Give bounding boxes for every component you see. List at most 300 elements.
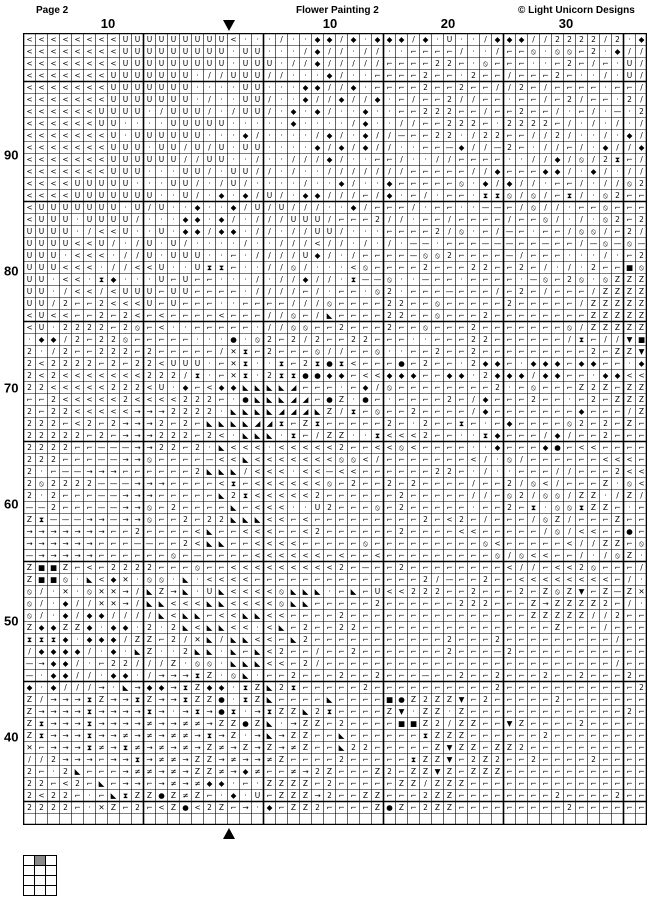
grid-symbol: · xyxy=(544,503,547,512)
grid-symbol: ⌐ xyxy=(314,755,321,764)
grid-symbol: · xyxy=(172,575,175,584)
grid-symbol: ◣ xyxy=(206,635,213,644)
grid-symbol: · xyxy=(28,335,31,344)
grid-symbol: ⌐ xyxy=(518,431,525,440)
grid-symbol: < xyxy=(74,371,81,380)
grid-symbol: ⌐ xyxy=(506,695,513,704)
grid-symbol: ≠ xyxy=(194,779,201,788)
grid-symbol: · xyxy=(280,179,283,188)
grid-symbol: ◆ xyxy=(266,803,273,812)
grid-symbol: ⌐ xyxy=(530,659,537,668)
grid-symbol: 2 xyxy=(387,287,392,296)
grid-symbol: 2 xyxy=(63,359,68,368)
grid-symbol: 2 xyxy=(627,95,632,104)
grid-symbol: 2 xyxy=(207,395,212,404)
grid-symbol: < xyxy=(62,263,69,272)
grid-symbol: ⌐ xyxy=(554,779,561,788)
grid-symbol: < xyxy=(206,575,213,584)
grid-symbol: → xyxy=(86,551,93,560)
grid-symbol: / xyxy=(640,131,643,140)
grid-symbol: 2 xyxy=(435,227,440,236)
grid-symbol: Z xyxy=(146,647,153,656)
grid-symbol: ⌐ xyxy=(494,491,501,500)
grid-symbol: ⌐ xyxy=(602,263,609,272)
grid-symbol: — xyxy=(421,275,430,284)
grid-symbol: 2 xyxy=(543,119,548,128)
grid-symbol: U xyxy=(98,191,105,200)
grid-symbol: ⌐ xyxy=(302,347,309,356)
grid-symbol: ⌐ xyxy=(398,203,405,212)
grid-symbol: ⌐ xyxy=(446,299,453,308)
grid-symbol: Z xyxy=(434,803,441,812)
grid-symbol: → xyxy=(38,551,45,560)
grid-symbol: ⌐ xyxy=(326,323,333,332)
grid-symbol: / xyxy=(556,215,559,224)
grid-symbol: < xyxy=(470,527,477,536)
grid-symbol: · xyxy=(268,143,271,152)
grid-symbol: → xyxy=(134,443,141,452)
grid-symbol: / xyxy=(544,431,547,440)
grid-symbol: Z xyxy=(194,695,201,704)
grid-symbol: · xyxy=(208,215,211,224)
grid-symbol: ⌐ xyxy=(50,779,57,788)
grid-symbol: ⌐ xyxy=(398,95,405,104)
grid-symbol: ⌐ xyxy=(374,707,381,716)
grid-symbol: / xyxy=(496,83,499,92)
grid-symbol: · xyxy=(160,623,163,632)
grid-symbol: ⌐ xyxy=(470,647,477,656)
grid-symbol: ✕ xyxy=(122,575,129,584)
grid-symbol: — xyxy=(589,239,598,248)
grid-symbol: ⌐ xyxy=(398,623,405,632)
grid-symbol: ⌐ xyxy=(410,227,417,236)
grid-symbol: · xyxy=(280,47,283,56)
grid-symbol: ⌐ xyxy=(590,587,597,596)
grid-symbol: → xyxy=(146,407,153,416)
grid-symbol: ⌐ xyxy=(638,443,645,452)
grid-symbol: ✕ xyxy=(230,359,237,368)
grid-symbol: ⌐ xyxy=(518,383,525,392)
grid-symbol: ⌐ xyxy=(434,563,441,572)
grid-symbol: · xyxy=(232,95,235,104)
grid-symbol: ⌐ xyxy=(506,575,513,584)
grid-symbol: ⌐ xyxy=(338,299,345,308)
grid-symbol: / xyxy=(268,71,271,80)
grid-symbol: ⌐ xyxy=(422,479,429,488)
grid-symbol: U xyxy=(26,299,33,308)
grid-symbol: < xyxy=(302,551,309,560)
grid-symbol: 2 xyxy=(471,359,476,368)
grid-symbol: — xyxy=(493,647,502,656)
grid-symbol: ⌐ xyxy=(470,311,477,320)
grid-symbol: U xyxy=(134,71,141,80)
grid-symbol: 2 xyxy=(351,335,356,344)
grid-symbol: ⌐ xyxy=(302,539,309,548)
grid-symbol: ⌐ xyxy=(494,803,501,812)
grid-symbol: ⧗ xyxy=(278,419,285,428)
grid-symbol: ⧗ xyxy=(86,731,93,740)
grid-symbol: 2 xyxy=(231,491,236,500)
grid-symbol: ⌐ xyxy=(542,719,549,728)
grid-symbol: — xyxy=(445,287,454,296)
grid-symbol: < xyxy=(74,383,81,392)
grid-symbol: ⦸ xyxy=(567,323,572,332)
grid-symbol: U xyxy=(158,59,165,68)
grid-symbol: / xyxy=(400,155,403,164)
grid-symbol: Z xyxy=(434,695,441,704)
grid-symbol: 2 xyxy=(471,347,476,356)
grid-symbol: 2 xyxy=(363,335,368,344)
grid-symbol: — xyxy=(529,275,538,284)
grid-symbol: → xyxy=(290,719,297,728)
grid-symbol: · xyxy=(232,191,235,200)
grid-symbol: ■ xyxy=(385,695,394,704)
grid-symbol: / xyxy=(76,611,79,620)
grid-symbol: ⌐ xyxy=(170,275,177,284)
grid-symbol: ⌐ xyxy=(206,791,213,800)
grid-symbol: ◆ xyxy=(626,131,633,140)
grid-symbol: · xyxy=(148,227,151,236)
grid-symbol: U xyxy=(122,107,129,116)
grid-symbol: · xyxy=(592,215,595,224)
grid-symbol: U xyxy=(38,275,45,284)
grid-symbol: ⌐ xyxy=(206,503,213,512)
grid-symbol: · xyxy=(580,167,583,176)
grid-symbol: U xyxy=(110,191,117,200)
row-number: 60 xyxy=(4,496,19,512)
grid-symbol: Z xyxy=(434,755,441,764)
grid-symbol: U xyxy=(134,155,141,164)
grid-symbol: ◆ xyxy=(122,623,129,632)
grid-symbol: Z xyxy=(26,515,33,524)
grid-symbol: 2 xyxy=(531,755,536,764)
grid-symbol: ⌐ xyxy=(242,311,249,320)
grid-symbol: ⌐ xyxy=(590,791,597,800)
grid-symbol: ⦸ xyxy=(291,263,296,272)
grid-symbol: U xyxy=(254,107,261,116)
grid-symbol: < xyxy=(314,455,321,464)
grid-symbol: ⧗ xyxy=(122,743,129,752)
grid-symbol: · xyxy=(568,395,571,404)
grid-symbol: → xyxy=(134,419,141,428)
grid-symbol: Z xyxy=(170,803,177,812)
grid-symbol: ▼ xyxy=(398,707,405,716)
grid-symbol: ⌐ xyxy=(218,359,225,368)
grid-symbol: — xyxy=(37,503,46,512)
grid-symbol: · xyxy=(352,227,355,236)
grid-symbol: ⦸ xyxy=(579,155,584,164)
grid-symbol: → xyxy=(242,755,249,764)
grid-symbol: ⌐ xyxy=(338,335,345,344)
grid-symbol: ⌐ xyxy=(530,443,537,452)
grid-symbol: < xyxy=(590,527,597,536)
grid-symbol: < xyxy=(98,47,105,56)
grid-symbol: Z xyxy=(302,743,309,752)
grid-symbol: < xyxy=(50,59,57,68)
grid-symbol: < xyxy=(86,263,93,272)
grid-symbol: / xyxy=(388,215,391,224)
grid-symbol: ⌐ xyxy=(578,731,585,740)
grid-symbol: · xyxy=(124,131,127,140)
grid-symbol: U xyxy=(110,215,117,224)
grid-symbol: ⌐ xyxy=(62,491,69,500)
grid-symbol: ⌐ xyxy=(578,455,585,464)
grid-symbol: ⌐ xyxy=(314,395,321,404)
grid-symbol: ⌐ xyxy=(434,431,441,440)
grid-symbol: ⌐ xyxy=(638,707,645,716)
grid-symbol: ⌐ xyxy=(506,335,513,344)
grid-symbol: Z xyxy=(338,395,345,404)
grid-symbol: 2 xyxy=(99,323,104,332)
grid-symbol: 2 xyxy=(27,467,32,476)
grid-symbol: < xyxy=(98,395,105,404)
grid-symbol: ⌐ xyxy=(326,731,333,740)
grid-symbol: / xyxy=(136,251,139,260)
grid-symbol: ⌐ xyxy=(314,611,321,620)
grid-symbol: → xyxy=(110,743,117,752)
grid-symbol: ⌐ xyxy=(518,131,525,140)
grid-symbol: ⌐ xyxy=(350,731,357,740)
grid-symbol: ⌐ xyxy=(554,323,561,332)
grid-symbol: · xyxy=(256,803,259,812)
grid-symbol: < xyxy=(38,35,45,44)
grid-symbol: ◣ xyxy=(350,587,357,596)
grid-symbol: ⌐ xyxy=(374,323,381,332)
grid-symbol: ⌐ xyxy=(518,659,525,668)
grid-symbol: ⌐ xyxy=(614,707,621,716)
grid-symbol: · xyxy=(40,467,43,476)
grid-lines xyxy=(23,33,647,825)
grid-symbol: / xyxy=(616,491,619,500)
grid-symbol: · xyxy=(136,119,139,128)
grid-symbol: / xyxy=(100,287,103,296)
grid-symbol: ⌐ xyxy=(566,779,573,788)
grid-symbol: ⌐ xyxy=(530,263,537,272)
grid-symbol: → xyxy=(26,527,33,536)
grid-symbol: 2 xyxy=(435,107,440,116)
grid-symbol: / xyxy=(364,59,367,68)
grid-symbol: / xyxy=(640,167,643,176)
grid-symbol: / xyxy=(124,251,127,260)
grid-symbol: ⌐ xyxy=(638,803,645,812)
grid-symbol: → xyxy=(158,695,165,704)
grid-symbol: 2 xyxy=(315,803,320,812)
grid-symbol: ⧗ xyxy=(290,683,297,692)
grid-symbol: / xyxy=(208,95,211,104)
grid-symbol: ⌐ xyxy=(638,515,645,524)
grid-symbol: ⦸ xyxy=(567,419,572,428)
grid-symbol: ◆ xyxy=(158,683,165,692)
grid-symbol: ⌐ xyxy=(326,623,333,632)
grid-symbol: ◣ xyxy=(110,791,117,800)
grid-symbol: ◆ xyxy=(50,647,57,656)
grid-symbol: 2 xyxy=(123,323,128,332)
grid-symbol: ◣ xyxy=(194,647,201,656)
grid-symbol: ⌐ xyxy=(458,755,465,764)
grid-symbol: ⌐ xyxy=(386,155,393,164)
grid-symbol: Z xyxy=(626,347,633,356)
grid-symbol: / xyxy=(268,203,271,212)
grid-symbol: U xyxy=(170,143,177,152)
grid-symbol: 2 xyxy=(519,119,524,128)
grid-symbol: ⌐ xyxy=(482,251,489,260)
grid-symbol: ◆ xyxy=(218,383,225,392)
grid-symbol: U xyxy=(194,59,201,68)
grid-symbol: ⦸ xyxy=(603,215,608,224)
grid-symbol: / xyxy=(472,95,475,104)
grid-symbol: 2 xyxy=(207,407,212,416)
grid-symbol: ⌐ xyxy=(230,803,237,812)
grid-symbol: / xyxy=(400,167,403,176)
grid-symbol: · xyxy=(376,119,379,128)
grid-symbol: ⌐ xyxy=(602,779,609,788)
grid-symbol: — xyxy=(109,503,118,512)
grid-symbol: Z xyxy=(566,587,573,596)
grid-symbol: · xyxy=(76,575,79,584)
grid-symbol: ⌐ xyxy=(566,731,573,740)
grid-symbol: < xyxy=(230,575,237,584)
grid-symbol: < xyxy=(506,563,513,572)
grid-symbol: → xyxy=(98,515,105,524)
grid-symbol: ⧗ xyxy=(242,347,249,356)
grid-symbol: ⌐ xyxy=(494,311,501,320)
grid-symbol: Z xyxy=(626,299,633,308)
grid-symbol: ⦸ xyxy=(555,587,560,596)
grid-symbol: Z xyxy=(206,671,213,680)
grid-symbol: ◆ xyxy=(542,359,549,368)
row-number: 90 xyxy=(4,147,19,163)
grid-symbol: 2 xyxy=(63,347,68,356)
grid-symbol: ⌐ xyxy=(410,131,417,140)
grid-symbol: ⌐ xyxy=(566,479,573,488)
grid-symbol: · xyxy=(508,467,511,476)
grid-symbol: ⌐ xyxy=(194,323,201,332)
grid-symbol: U xyxy=(182,275,189,284)
grid-symbol: / xyxy=(184,143,187,152)
grid-symbol: / xyxy=(64,287,67,296)
grid-symbol: → xyxy=(38,539,45,548)
grid-symbol: · xyxy=(304,131,307,140)
grid-symbol: · xyxy=(256,263,259,272)
grid-symbol: ✕ xyxy=(230,371,237,380)
grid-symbol: ⌐ xyxy=(362,599,369,608)
grid-symbol: U xyxy=(158,143,165,152)
grid-symbol: / xyxy=(424,191,427,200)
grid-symbol: < xyxy=(242,599,249,608)
grid-symbol: 2 xyxy=(423,263,428,272)
grid-symbol: ⌐ xyxy=(434,395,441,404)
grid-symbol: 2 xyxy=(171,635,176,644)
grid-symbol: · xyxy=(52,599,55,608)
grid-symbol: ⌐ xyxy=(614,599,621,608)
grid-symbol: · xyxy=(364,227,367,236)
grid-symbol: ⌐ xyxy=(374,539,381,548)
grid-symbol: · xyxy=(208,179,211,188)
grid-symbol: · xyxy=(136,179,139,188)
grid-symbol: U xyxy=(134,47,141,56)
grid-symbol: → xyxy=(206,707,213,716)
grid-symbol: < xyxy=(158,803,165,812)
grid-symbol: ⌐ xyxy=(338,791,345,800)
grid-symbol: ⌐ xyxy=(338,599,345,608)
grid-symbol: ⌐ xyxy=(638,419,645,428)
grid-symbol: ⌐ xyxy=(626,635,633,644)
grid-symbol: / xyxy=(628,599,631,608)
grid-symbol: ⌐ xyxy=(98,659,105,668)
grid-symbol: ⌐ xyxy=(350,503,357,512)
grid-symbol: U xyxy=(86,191,93,200)
grid-symbol: 2 xyxy=(615,215,620,224)
grid-symbol: → xyxy=(110,719,117,728)
grid-symbol: / xyxy=(388,131,391,140)
grid-symbol: — xyxy=(397,131,406,140)
grid-symbol: ⌐ xyxy=(614,743,621,752)
grid-symbol: Z xyxy=(602,587,609,596)
grid-symbol: < xyxy=(26,107,33,116)
grid-symbol: ⌐ xyxy=(338,311,345,320)
grid-symbol: < xyxy=(290,563,297,572)
grid-symbol: ◆ xyxy=(482,395,489,404)
grid-symbol: ⦸ xyxy=(531,479,536,488)
grid-symbol: ⌐ xyxy=(422,227,429,236)
grid-symbol: ⌐ xyxy=(350,767,357,776)
grid-symbol: · xyxy=(232,779,235,788)
grid-symbol: ⌐ xyxy=(506,683,513,692)
grid-symbol: ⌐ xyxy=(242,323,249,332)
grid-symbol: Z xyxy=(578,383,585,392)
grid-symbol: — xyxy=(25,659,34,668)
grid-symbol: < xyxy=(254,467,261,476)
grid-symbol: U xyxy=(134,203,141,212)
grid-symbol: ⌐ xyxy=(566,311,573,320)
grid-symbol: ⌐ xyxy=(434,179,441,188)
grid-symbol: U xyxy=(230,71,237,80)
grid-symbol: ⧗ xyxy=(230,479,237,488)
grid-symbol: Z xyxy=(614,347,621,356)
grid-symbol: ⌐ xyxy=(422,143,429,152)
grid-symbol: ⌐ xyxy=(374,359,381,368)
grid-symbol: ⌐ xyxy=(614,527,621,536)
grid-symbol: 2 xyxy=(507,143,512,152)
grid-symbol: < xyxy=(242,623,249,632)
grid-symbol: U xyxy=(122,215,129,224)
grid-symbol: → xyxy=(122,455,129,464)
grid-symbol: U xyxy=(98,179,105,188)
grid-symbol: < xyxy=(338,467,345,476)
grid-symbol: ◆ xyxy=(362,119,369,128)
grid-symbol: ⌐ xyxy=(578,515,585,524)
grid-symbol: ⌐ xyxy=(446,671,453,680)
grid-symbol: ⦸ xyxy=(579,227,584,236)
grid-symbol: ⌐ xyxy=(62,455,69,464)
grid-symbol: ⦸ xyxy=(483,539,488,548)
grid-symbol: U xyxy=(158,155,165,164)
grid-symbol: U xyxy=(242,143,249,152)
grid-symbol: Z xyxy=(254,695,261,704)
grid-symbol: ⌐ xyxy=(230,251,237,260)
grid-symbol: / xyxy=(328,191,331,200)
grid-symbol: ⌐ xyxy=(446,323,453,332)
grid-symbol: ⌐ xyxy=(626,215,633,224)
grid-symbol: < xyxy=(362,455,369,464)
grid-symbol: ◣ xyxy=(206,467,213,476)
grid-symbol: ⌐ xyxy=(446,443,453,452)
grid-symbol: ⌐ xyxy=(578,647,585,656)
grid-symbol: U xyxy=(98,239,105,248)
grid-symbol: U xyxy=(254,47,261,56)
grid-symbol: 2 xyxy=(615,191,620,200)
grid-symbol: < xyxy=(38,131,45,140)
